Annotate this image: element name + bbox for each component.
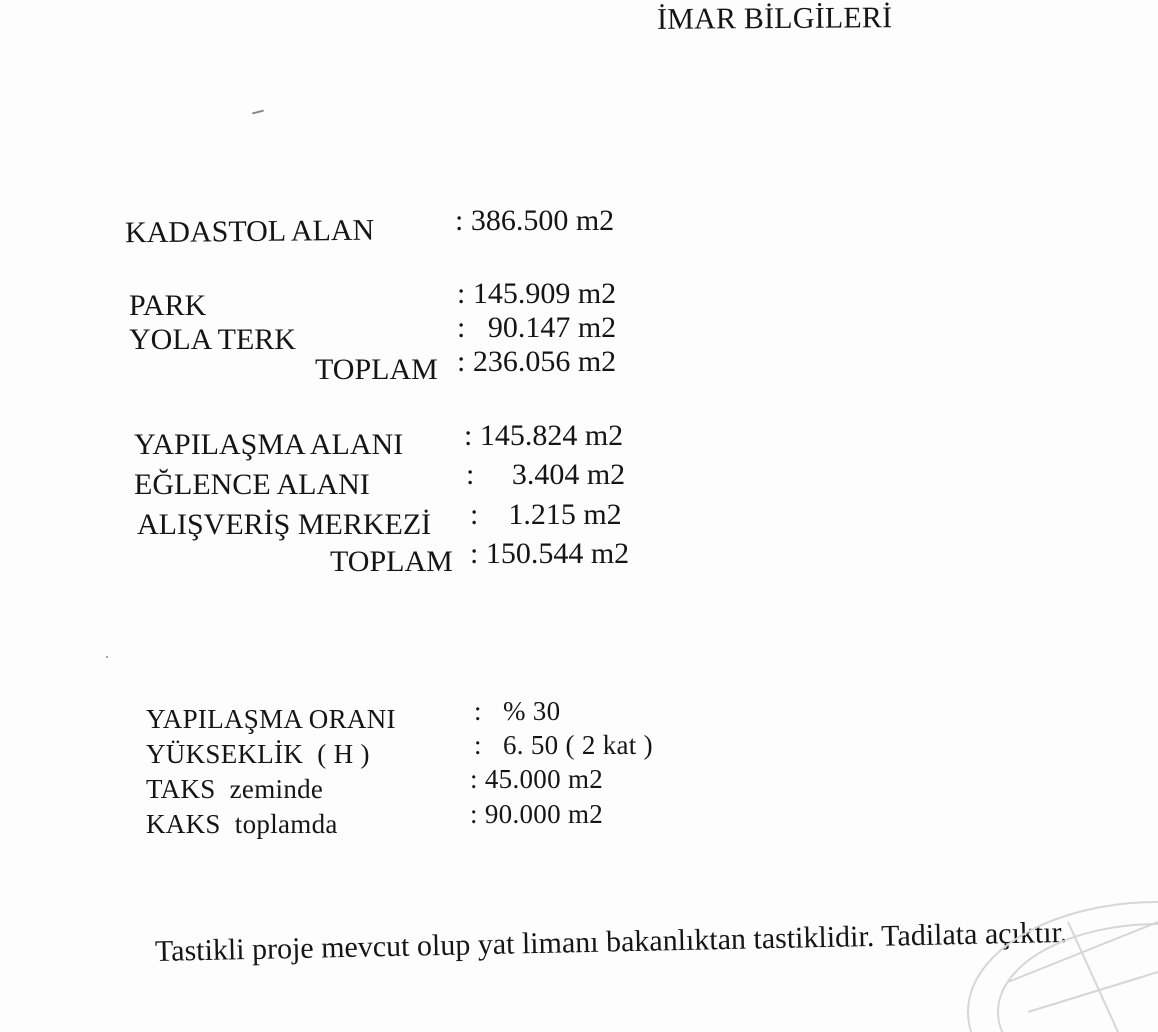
yapilasma-orani-value: : % 30 [474, 696, 561, 726]
yapilasma-orani-label: YAPILAŞMA ORANI [146, 704, 396, 734]
park-value: : 145.909 m2 [457, 277, 617, 310]
alanlar-total-value: : 150.544 m2 [470, 537, 630, 570]
eglence-alani-value: : 3.404 m2 [466, 458, 626, 491]
taks-label: TAKS zeminde [146, 774, 324, 804]
alisveris-merkezi-value: : 1.215 m2 [470, 498, 622, 531]
yukseklik-value: : 6. 50 ( 2 kat ) [474, 730, 653, 760]
faint-stamp-mark [858, 862, 1158, 1032]
taks-value: : 45.000 m2 [470, 764, 604, 794]
yola-terk-value: : 90.147 m2 [457, 311, 617, 344]
terk-total-label: TOPLAM [315, 353, 438, 386]
alisveris-merkezi-label: ALIŞVERİŞ MERKEZİ [137, 508, 432, 541]
kaks-value: : 90.000 m2 [470, 799, 604, 829]
approval-note: Tastikli proje mevcut olup yat limanı bakanlıktan tastiklidir. Tadilata açıktır. [154, 915, 1068, 968]
document-title: İMAR BİLGİLERİ [656, 1, 893, 36]
terk-total-value: : 236.056 m2 [457, 345, 617, 378]
park-label: PARK [129, 289, 207, 322]
alanlar-total-label: TOPLAM [330, 545, 453, 578]
kadastro-label: KADASTOL ALAN [124, 213, 375, 250]
scan-speck [106, 656, 108, 658]
yapilasma-alani-label: YAPILAŞMA ALANI [134, 428, 404, 461]
kadastro-value: : 386.500 m2 [455, 204, 615, 237]
scan-speck [252, 110, 264, 115]
yola-terk-label: YOLA TERK [129, 323, 296, 356]
kaks-label: KAKS toplamda [146, 809, 338, 839]
eglence-alani-label: EĞLENCE ALANI [134, 468, 370, 501]
yukseklik-label: YÜKSEKLİK ( H ) [146, 739, 370, 769]
yapilasma-alani-value: : 145.824 m2 [464, 419, 624, 452]
